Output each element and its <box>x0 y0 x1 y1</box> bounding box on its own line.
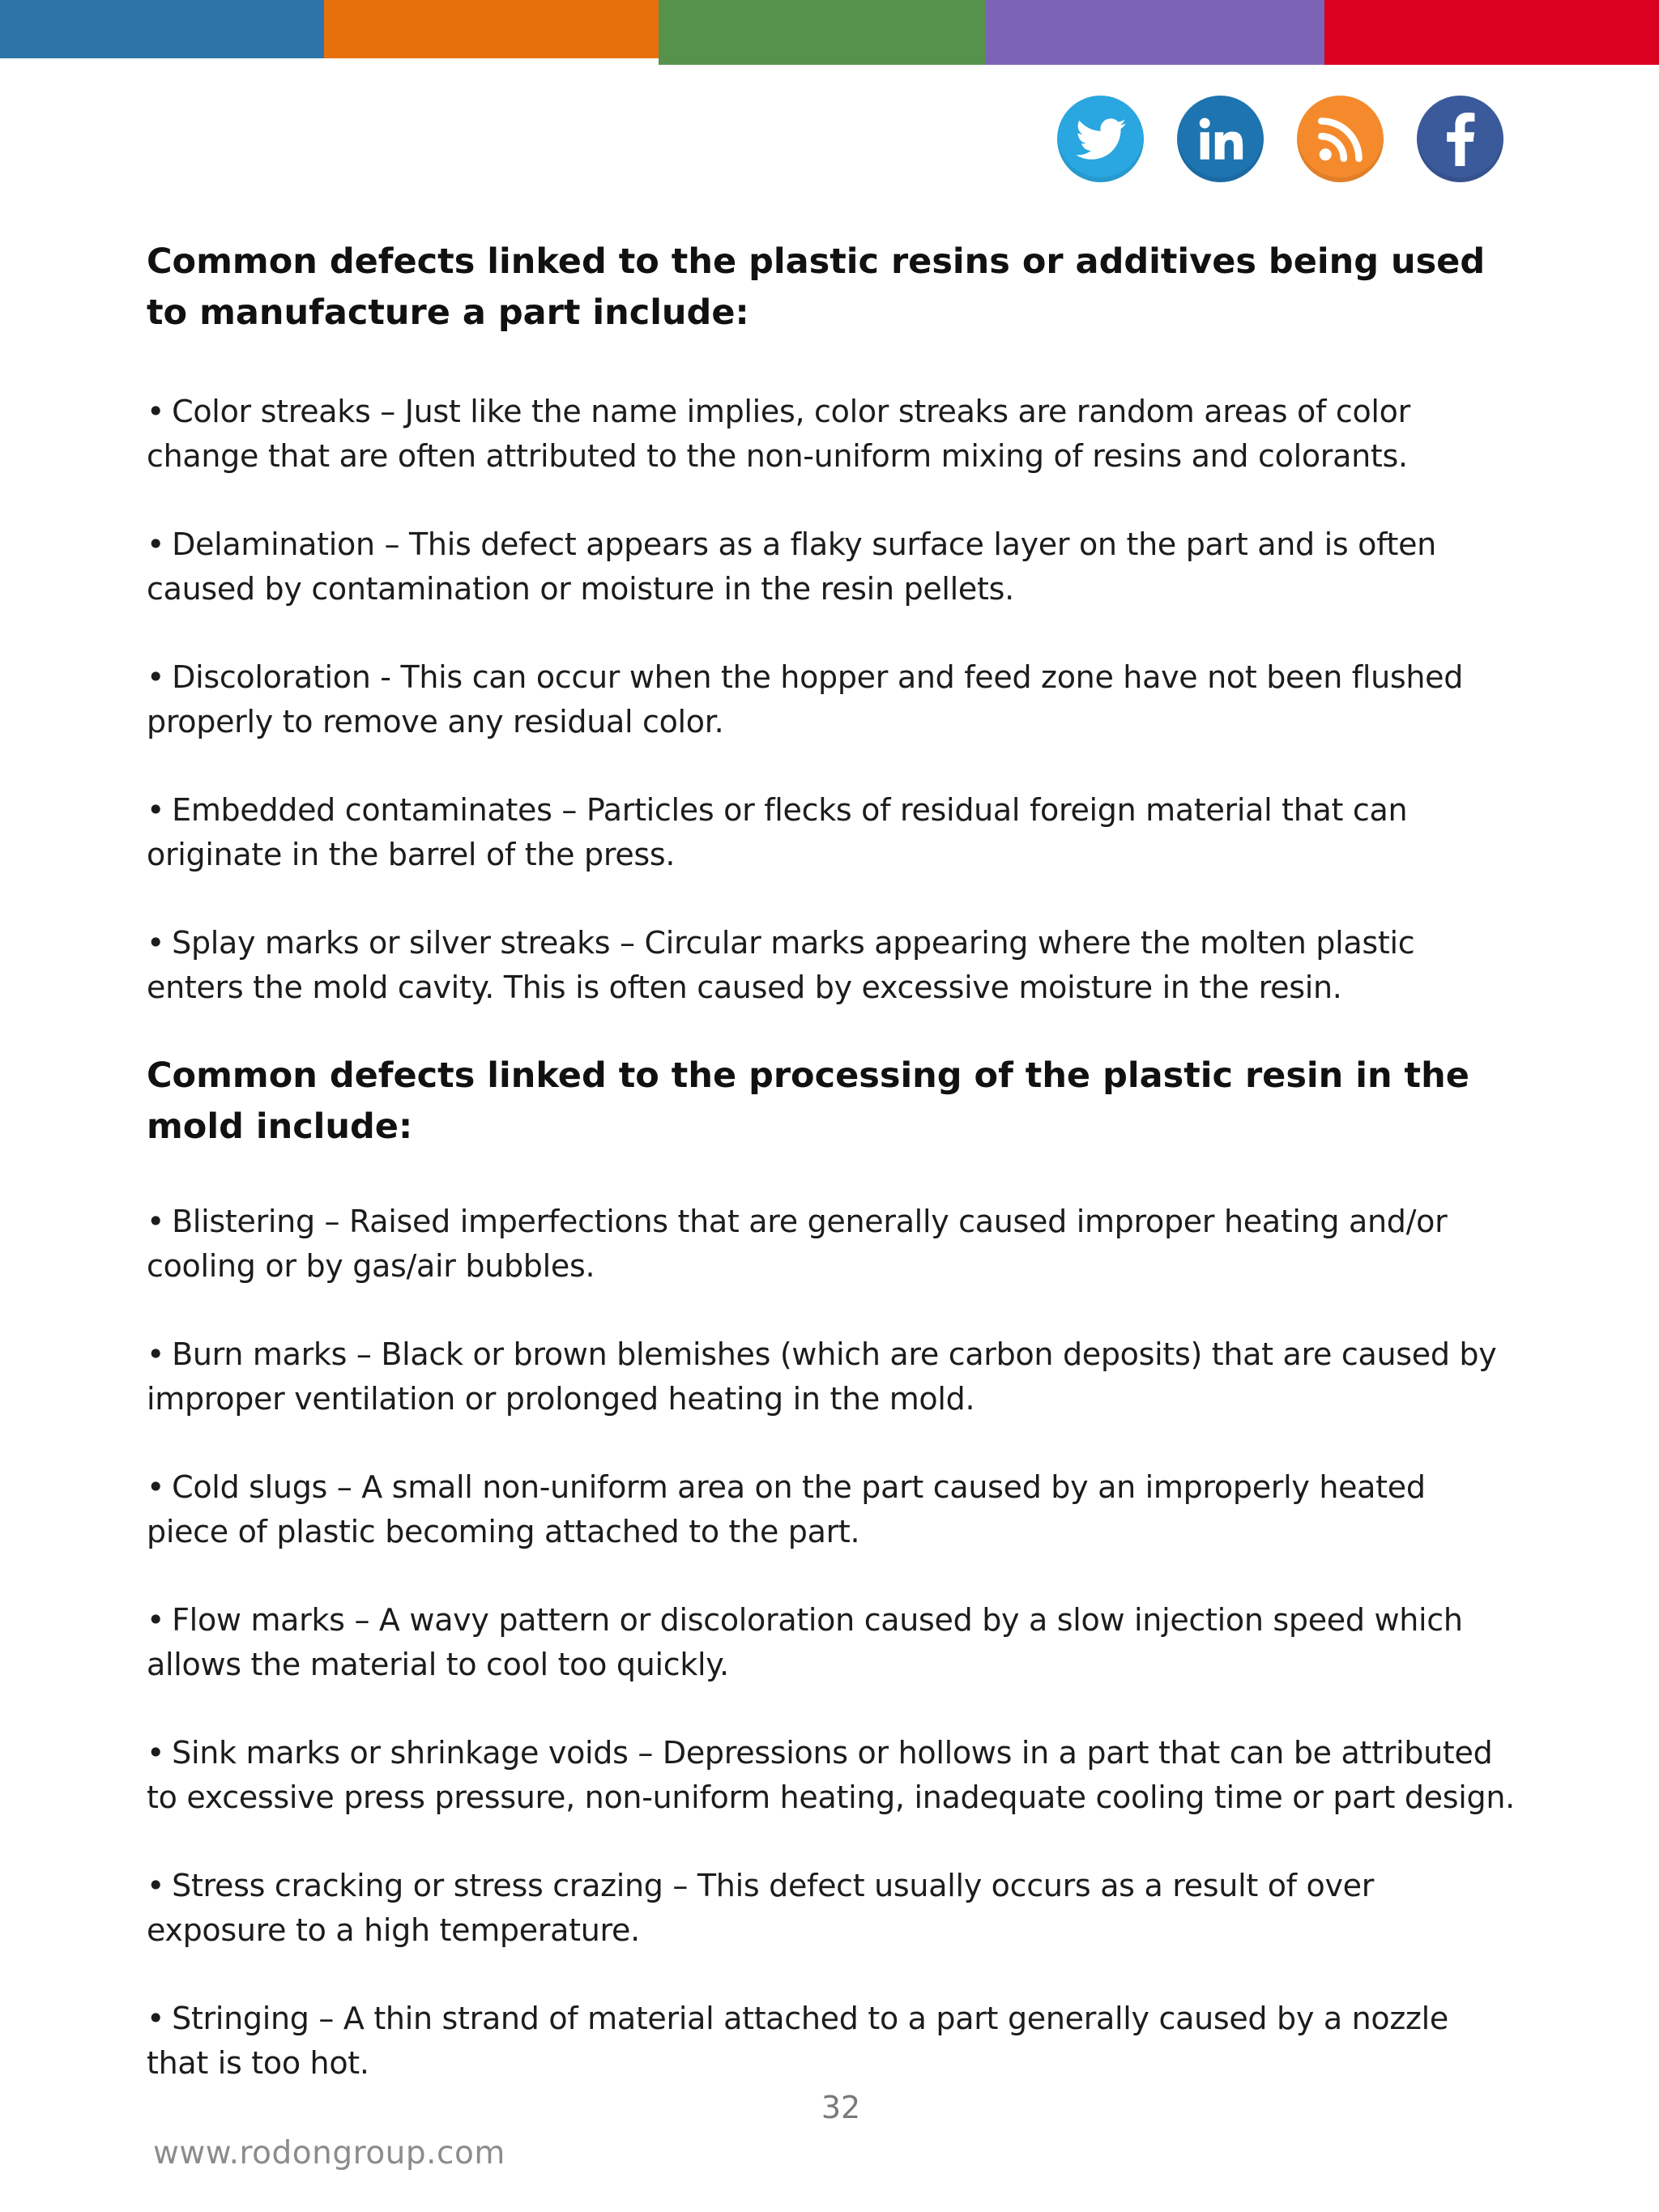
section-heading-resin-defects: Common defects linked to the plastic resins or additives being used to manufacture a part include: <box>147 241 1486 333</box>
color-bar-orange <box>324 0 659 58</box>
website-url[interactable]: www.rodongroup.com <box>153 2135 505 2172</box>
social-links <box>1057 96 1503 182</box>
page-number: 32 <box>821 2090 861 2125</box>
color-bar-red <box>1324 0 1659 65</box>
list-item: • Color streaks – Just like the name implies, color streaks are random areas of color change that are often attributed to the non-uniform mixing of resins and colorants. <box>147 394 1410 474</box>
list-item: • Splay marks or silver streaks – Circular marks appearing where the molten plastic enters the mold cavity. This is often caused by excessive moisture in the resin. <box>147 925 1415 1005</box>
color-bar-purple <box>986 0 1324 65</box>
list-item: • Stress cracking or stress crazing – This defect usually occurs as a result of over exposure to a high temperature. <box>147 1868 1375 1948</box>
twitter-icon[interactable] <box>1057 96 1144 182</box>
list-item: • Burn marks – Black or brown blemishes (which are carbon deposits) that are caused by improper ventilation or prolonged heating in the mold. <box>147 1336 1497 1417</box>
list-item: • Delamination – This defect appears as a flaky surface layer on the part and is often caused by contamination or moisture in the resin pellets. <box>147 526 1436 607</box>
list-item: • Discoloration - This can occur when the hopper and feed zone have not been flushed properly to remove any residual color. <box>147 659 1464 739</box>
brand-color-bar <box>0 0 1659 65</box>
color-bar-blue <box>0 0 324 58</box>
processing-defects-list <box>147 1200 1516 2086</box>
rss-icon[interactable] <box>1297 96 1384 182</box>
facebook-icon[interactable] <box>1417 96 1503 182</box>
list-item: • Stringing – A thin strand of material attached to a part generally caused by a nozzle that is too hot. <box>147 2001 1448 2081</box>
list-item: • Flow marks – A wavy pattern or discoloration caused by a slow injection speed which allows the material to cool too quickly. <box>147 1602 1463 1682</box>
list-item: • Blistering – Raised imperfections that are generally caused improper heating and/or cooling or by gas/air bubbles. <box>147 1204 1448 1284</box>
list-item: • Sink marks or shrinkage voids – Depressions or hollows in a part that can be attributed to excessive press pressure, non-uniform heating, inadequate cooling time or part design. <box>147 1735 1515 1815</box>
list-item: • Cold slugs – A small non-uniform area on the part caused by an improperly heated piece of plastic becoming attached to the part. <box>147 1469 1426 1549</box>
resin-defects-list <box>147 390 1516 1010</box>
color-bar-green <box>659 0 986 65</box>
linkedin-icon[interactable] <box>1177 96 1264 182</box>
document-body <box>147 237 1516 2129</box>
list-item: • Embedded contaminates – Particles or flecks of residual foreign material that can originate in the barrel of the press. <box>147 792 1408 872</box>
section-heading-processing-defects: Common defects linked to the processing of the plastic resin in the mold include: <box>147 1055 1469 1147</box>
